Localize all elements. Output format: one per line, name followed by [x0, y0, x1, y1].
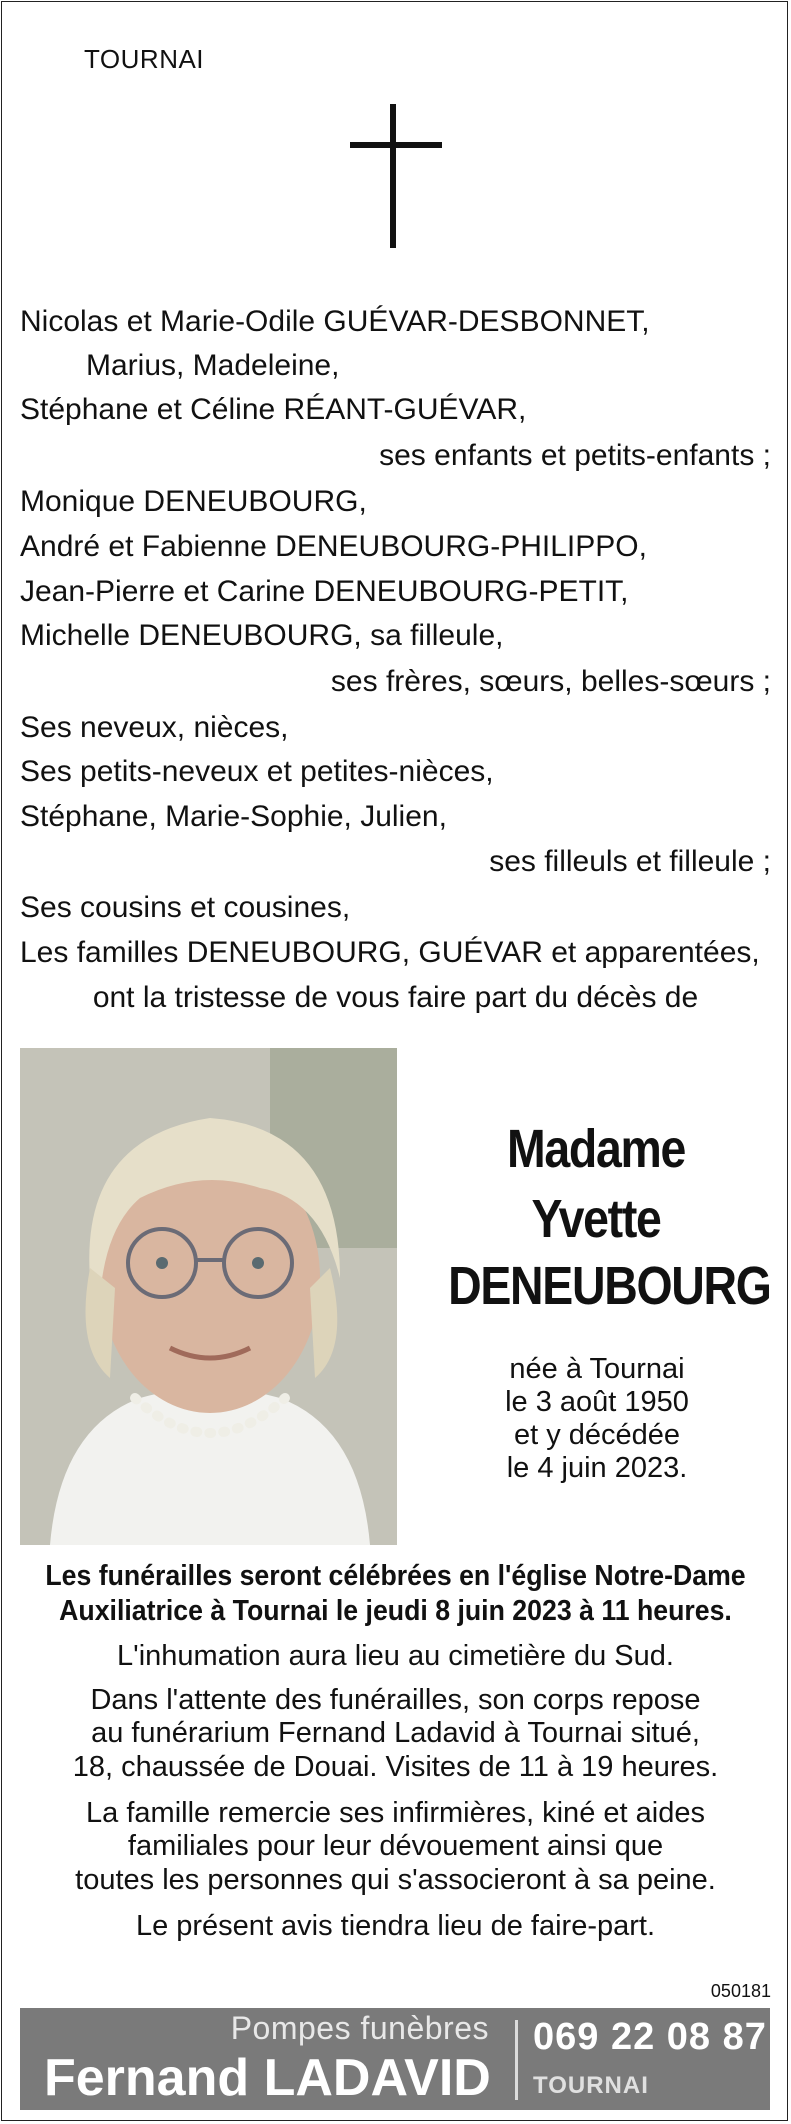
family-line: ses enfants et petits-enfants ;: [379, 439, 771, 472]
thanks-line: familiales pour leur dévouement ainsi que: [127, 1830, 664, 1862]
banner-divider: [515, 2020, 518, 2100]
header-city: TOURNAI: [84, 44, 205, 74]
family-line: Les familles DENEUBOURG, GUÉVAR et apparentées,: [20, 936, 760, 969]
family-line: Ses petits-neveux et petites-nièces,: [20, 755, 494, 788]
funeral-home-company: Fernand LADAVID: [44, 2049, 491, 2107]
notice-line: Le présent avis tiendra lieu de faire-part.: [135, 1910, 656, 1942]
family-line: Stéphane, Marie-Sophie, Julien,: [20, 800, 447, 833]
funeral-home-phone: 069 22 08 87: [533, 2016, 767, 2058]
deceased-first-name: Yvette: [531, 1189, 661, 1249]
family-line: ses filleuls et filleule ;: [489, 845, 771, 878]
funeral-home-subtitle: Pompes funèbres: [230, 2010, 489, 2046]
portrait-illustration: [20, 1048, 397, 1545]
funeral-home-name-block: [20, 2008, 507, 2110]
birth-line: le 3 août 1950: [505, 1386, 689, 1418]
funeral-ceremony-line: Les funérailles seront célébrées en l'église Notre-Dame: [45, 1560, 746, 1592]
birth-line: le 4 juin 2023.: [506, 1452, 688, 1484]
funeral-ceremony-line: Auxiliatrice à Tournai le jeudi 8 juin 2023 à 11 heures.: [59, 1595, 732, 1627]
family-line: Nicolas et Marie-Odile GUÉVAR-DESBONNET,: [20, 305, 650, 338]
burial-line: L'inhumation aura lieu au cimetière du Sud.: [117, 1640, 674, 1672]
family-line: Ses neveux, nièces,: [20, 711, 289, 744]
family-line: ses frères, sœurs, belles-sœurs ;: [330, 665, 771, 698]
rest-line: 18, chaussée de Douai. Visites de 11 à 19 heures.: [72, 1751, 719, 1783]
cross-vertical: [390, 104, 396, 248]
family-line: Jean-Pierre et Carine DENEUBOURG-PETIT,: [20, 575, 629, 608]
funeral-home-banner: [20, 2008, 770, 2110]
cross-horizontal: [350, 142, 442, 148]
family-line: ont la tristesse de vous faire part du décès de: [92, 981, 699, 1014]
thanks-line: toutes les personnes qui s'associeront à sa peine.: [75, 1864, 716, 1896]
funeral-home-city: TOURNAI: [533, 2072, 649, 2099]
family-line: Stéphane et Céline RÉANT-GUÉVAR,: [20, 393, 527, 426]
portrait-photo: [20, 1048, 397, 1545]
family-line: Monique DENEUBOURG,: [20, 485, 367, 518]
deceased-last-name: DENEUBOURG: [448, 1256, 771, 1316]
family-line: Ses cousins et cousines,: [20, 891, 351, 924]
thanks-line: La famille remercie ses infirmières, kiné et aides: [86, 1797, 705, 1829]
family-line: André et Fabienne DENEUBOURG-PHILIPPO,: [20, 530, 647, 563]
birth-line: et y décédée: [513, 1419, 681, 1451]
reference-number: 050181: [710, 1981, 771, 2001]
deceased-title: Madame: [506, 1119, 686, 1179]
rest-line: Dans l'attente des funérailles, son corps repose: [90, 1684, 701, 1716]
family-line: Marius, Madeleine,: [86, 349, 340, 382]
birth-line: née à Tournai: [509, 1353, 685, 1385]
rest-line: au funérarium Fernand Ladavid à Tournai situé,: [91, 1717, 700, 1749]
family-line: Michelle DENEUBOURG, sa filleule,: [20, 619, 504, 652]
